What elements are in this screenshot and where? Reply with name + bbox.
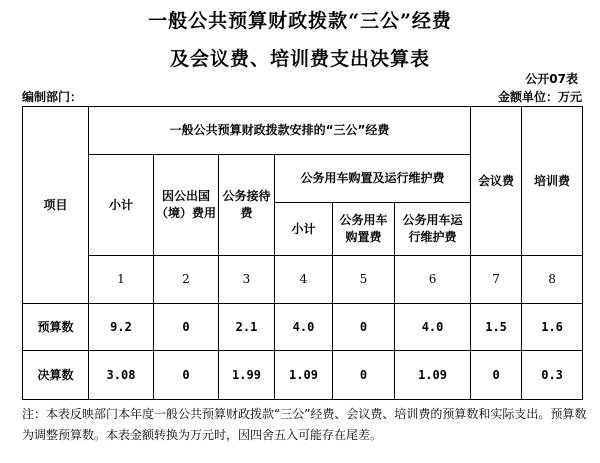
value-cell: 2.1 [219, 304, 275, 351]
value-cell: 4.0 [395, 304, 471, 351]
header-vehicle-maintenance: 公务用车运行维护费 [395, 203, 471, 256]
index-cell: 6 [395, 256, 471, 304]
row-label-actual: 决算数 [23, 351, 89, 400]
index-cell: 5 [333, 256, 395, 304]
value-cell: 0.3 [522, 351, 583, 400]
index-cell: 1 [89, 256, 154, 304]
header-subtotal: 小计 [89, 155, 154, 256]
index-cell: 8 [522, 256, 583, 304]
value-cell: 1.99 [219, 351, 275, 400]
index-cell: 7 [471, 256, 522, 304]
value-cell: 0 [333, 304, 395, 351]
value-cell: 4.0 [275, 304, 333, 351]
header-vehicle-purchase: 公务用车购置费 [333, 203, 395, 256]
row-label-budget: 预算数 [23, 304, 89, 351]
header-item: 项目 [23, 107, 89, 304]
header-vehicle-subtotal: 小计 [275, 203, 333, 256]
report-title-line1: 一般公共预算财政拨款“三公”经费 [148, 10, 452, 32]
value-cell: 0 [333, 351, 395, 400]
unit-label: 金额单位：万元 [497, 90, 582, 104]
header-reception: 公务接待费 [219, 155, 275, 256]
footnote: 注：本表反映部门本年度一般公共预算财政拨款“三公”经费、会议费、培训费的预算数和实际支出。预算数为调整预算数。本表金额转换为万元时，因四舍五入可能存在尾差。 [22, 407, 587, 442]
report-title-line2: 及会议费、培训费支出决算表 [169, 48, 430, 70]
value-cell: 1.6 [522, 304, 583, 351]
dept-label: 编制部门： [22, 90, 83, 104]
value-cell: 1.09 [395, 351, 471, 400]
value-cell: 3.08 [89, 351, 154, 400]
value-cell: 0 [154, 304, 219, 351]
header-vehicle-group: 公务用车购置及运行维护费 [275, 155, 471, 203]
table-row-budget [23, 304, 583, 351]
header-abroad: 因公出国（境）费用 [154, 155, 219, 256]
index-cell: 2 [154, 256, 219, 304]
index-cell: 3 [219, 256, 275, 304]
header-meeting: 会议费 [471, 107, 522, 256]
value-cell: 1.5 [471, 304, 522, 351]
value-cell: 1.09 [275, 351, 333, 400]
header-group-main: 一般公共预算财政拨款安排的“三公”经费 [89, 107, 471, 155]
form-number: 公开07表 [525, 72, 578, 86]
table-row-actual [23, 351, 583, 400]
index-cell: 4 [275, 256, 333, 304]
value-cell: 0 [471, 351, 522, 400]
value-cell: 0 [154, 351, 219, 400]
value-cell: 9.2 [89, 304, 154, 351]
expense-table [22, 106, 583, 400]
header-training: 培训费 [522, 107, 583, 256]
